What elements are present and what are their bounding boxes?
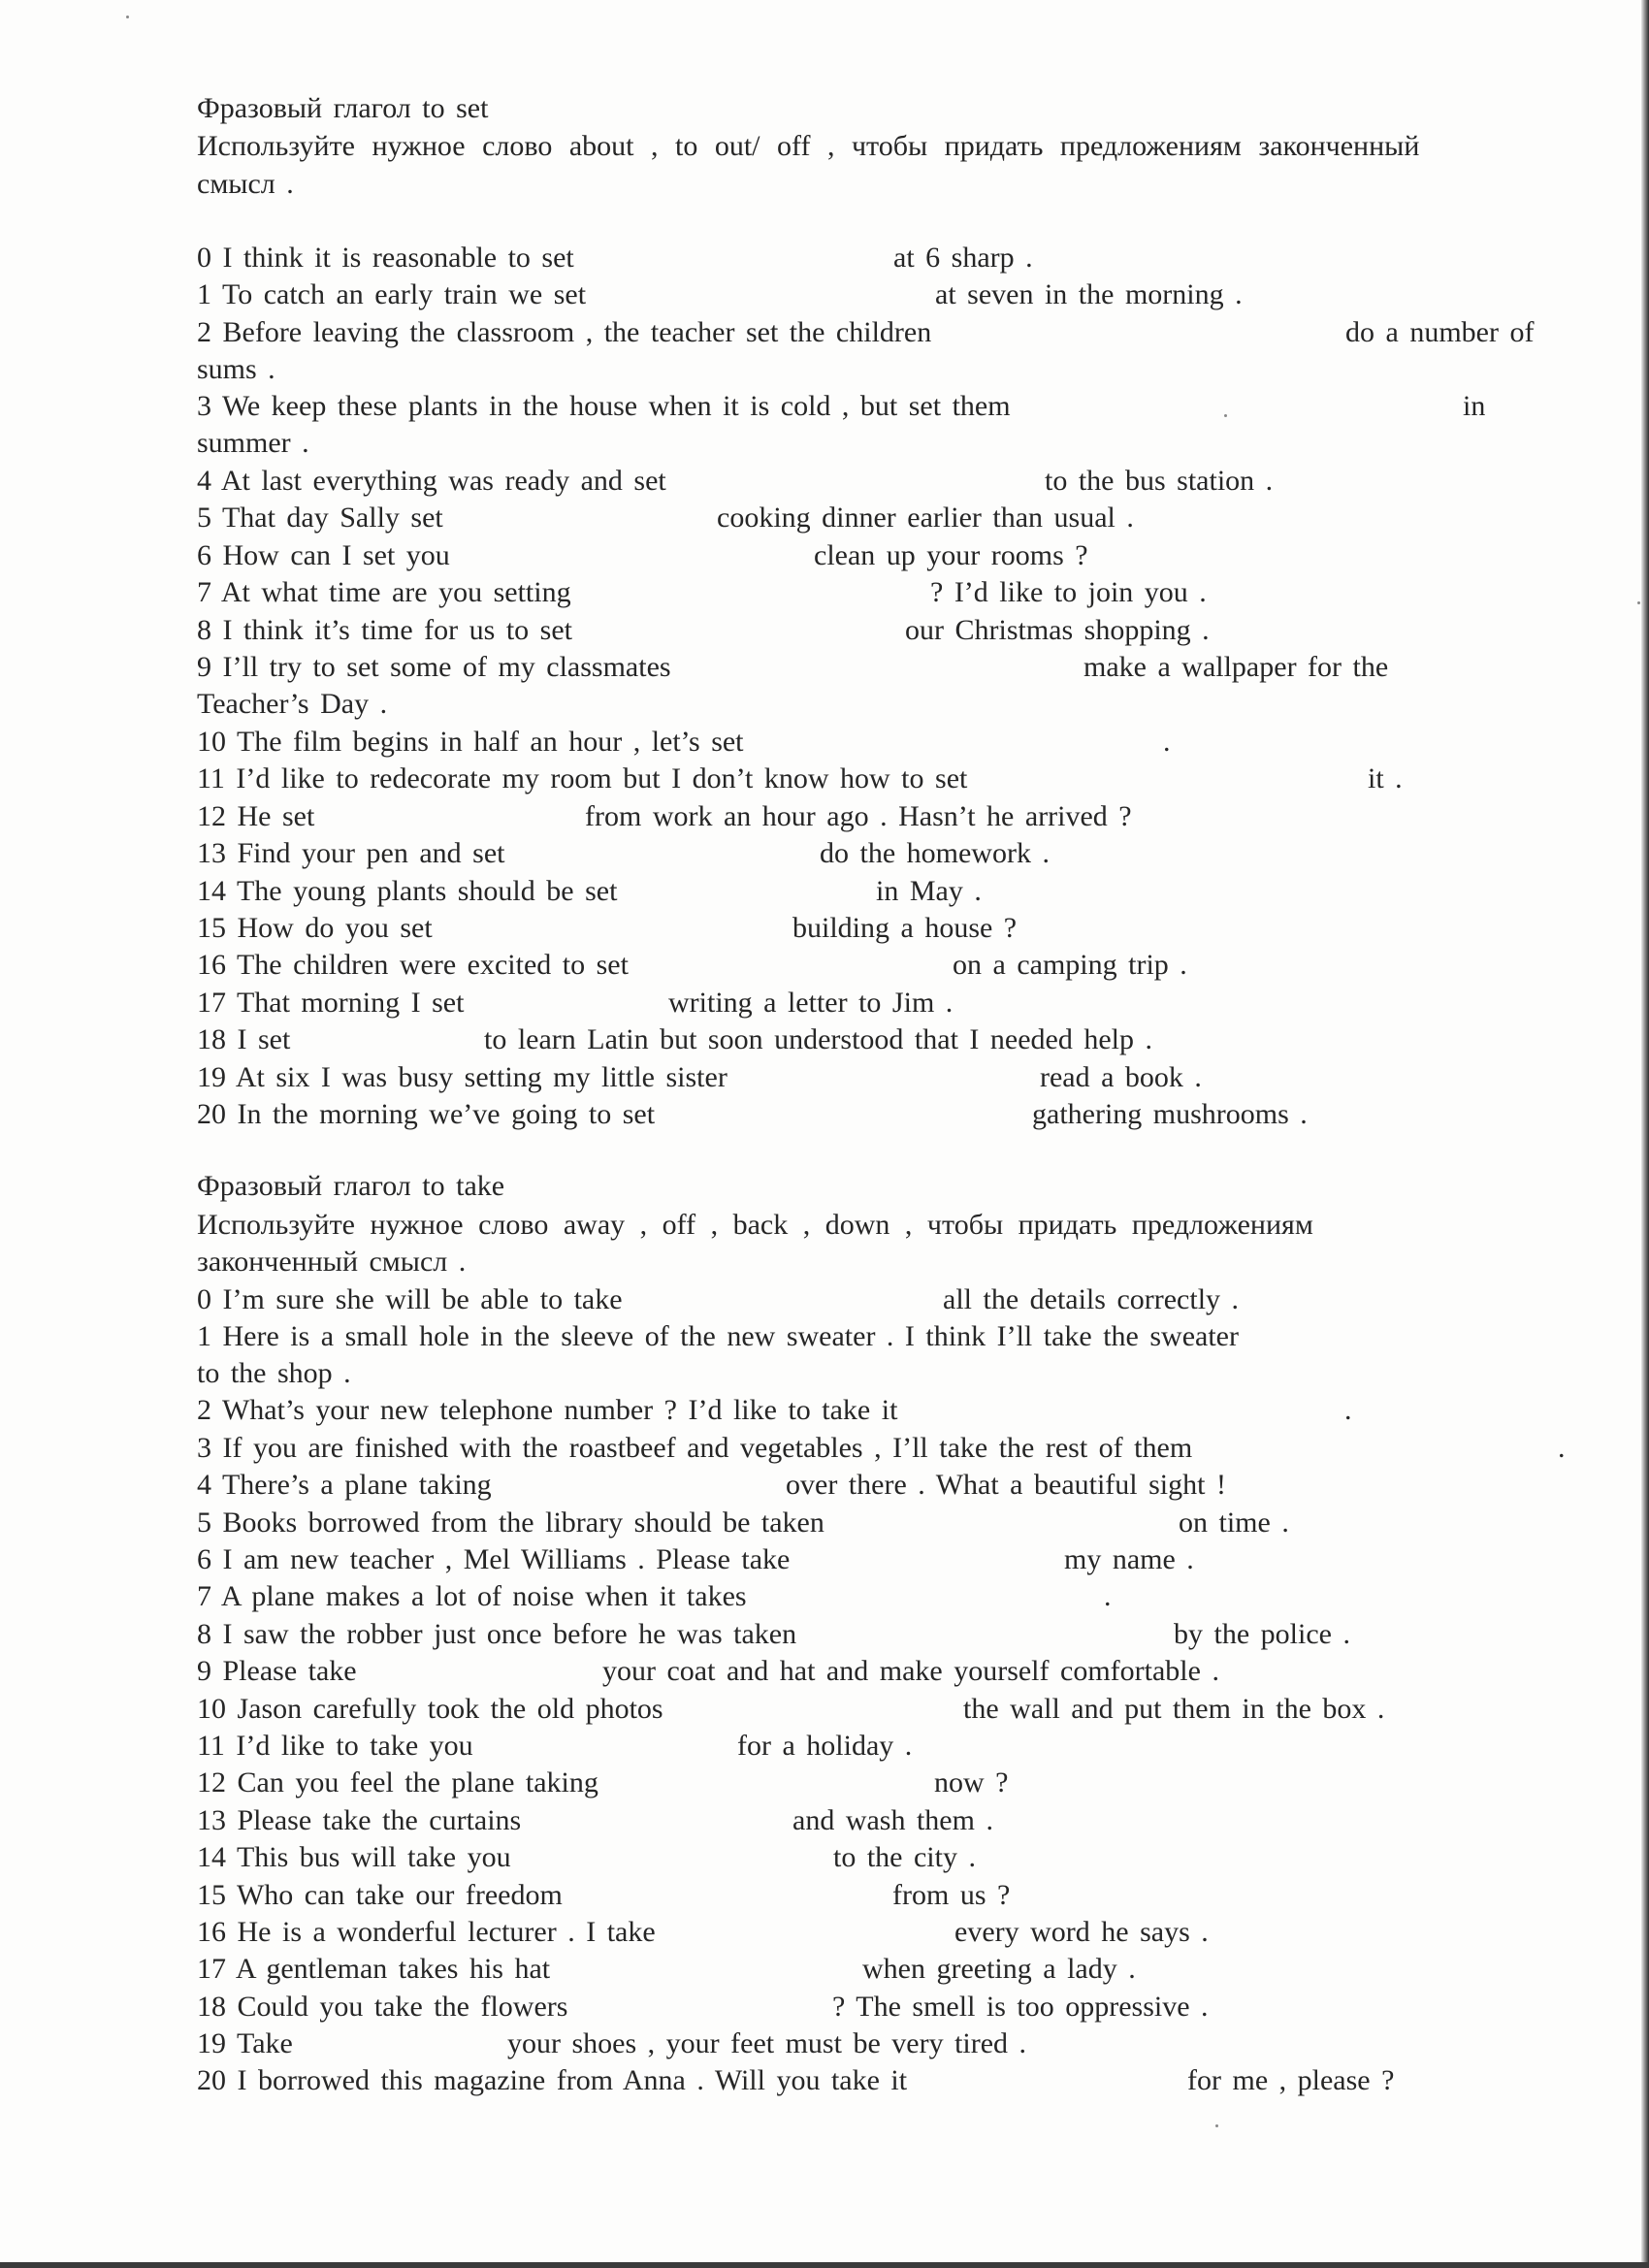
set-item-20-start: 20 In the morning we’ve going to set — [197, 1098, 656, 1130]
set-item-16-start: 16 The children were excited to set — [197, 949, 629, 981]
take-item-11-end: for a holiday . — [737, 1730, 913, 1762]
take-item-14-start: 14 This bus will take you — [197, 1841, 511, 1873]
set-item-18-end: to learn Latin but soon understood that I needed help . — [484, 1023, 1152, 1055]
take-item-2-end: . — [1344, 1394, 1352, 1426]
take-item-16-end: every word he says . — [954, 1916, 1209, 1948]
take-instruction-line1: Используйте нужное слово away , off , back , down , чтобы придать предложениям — [197, 1209, 1313, 1241]
set-item-0-end: at 6 sharp . — [893, 242, 1033, 274]
take-item-7-end: . — [1104, 1580, 1112, 1612]
set-item-6-start: 6 How can I set you — [197, 539, 450, 571]
set-item-0-start: 0 I think it is reasonable to set — [197, 242, 574, 274]
scan-speck — [1637, 601, 1640, 604]
set-item-10-start: 10 The film begins in half an hour , let’s set — [197, 726, 744, 758]
scan-speck — [126, 16, 129, 18]
set-item-15-start: 15 How do you set — [197, 912, 433, 944]
set-item-12-end: from work an hour ago . Hasn’t he arrived ? — [585, 800, 1132, 832]
set-item-5-start: 5 That day Sally set — [197, 502, 443, 534]
take-item-5-start: 5 Books borrowed from the library should be taken — [197, 1507, 824, 1539]
take-item-20-end: for me , please ? — [1187, 2064, 1395, 2096]
take-item-13-end: and wash them . — [792, 1804, 993, 1836]
set-item-18-start: 18 I set — [197, 1023, 291, 1055]
take-item-6-start: 6 I am new teacher , Mel Williams . Please take — [197, 1543, 791, 1575]
scan-edge-right — [1641, 0, 1649, 2268]
set-item-13-start: 13 Find your pen and set — [197, 837, 505, 869]
take-item-0-start: 0 I’m sure she will be able to take — [197, 1283, 623, 1315]
set-item-6-end: clean up your rooms ? — [814, 539, 1088, 571]
take-item-19-end: your shoes , your feet must be very tired . — [507, 2027, 1027, 2059]
set-item-7-start: 7 At what time are you setting — [197, 576, 571, 608]
take-item-3-start: 3 If you are finished with the roastbeef and vegetables , I’ll take the rest of them — [197, 1432, 1193, 1464]
set-item-4-end: to the bus station . — [1045, 465, 1274, 497]
set-item-2-end: do a number of — [1345, 316, 1535, 348]
set-item-3-start: 3 We keep these plants in the house when it is cold , but set them — [197, 390, 1011, 422]
set-item-15-end: building a house ? — [792, 912, 1018, 944]
set-item-1-start: 1 To catch an early train we set — [197, 278, 587, 310]
set-item-7-end: ? I’d like to join you . — [930, 576, 1207, 608]
set-item-9-end: make a wallpaper for the — [1083, 651, 1389, 683]
set-item-14-end: in May . — [876, 875, 982, 907]
take-item-1-start: 1 Here is a small hole in the sleeve of the new sweater . I think I’ll take the sweater — [197, 1320, 1239, 1352]
set-item-10-end: . — [1163, 726, 1171, 758]
set-item-14-start: 14 The young plants should be set — [197, 875, 618, 907]
take-item-15-end: from us ? — [892, 1879, 1011, 1911]
set-item-4-start: 4 At last everything was ready and set — [197, 465, 666, 497]
take-item-7-start: 7 A plane makes a lot of noise when it takes — [197, 1580, 747, 1612]
set-item-19-start: 19 At six I was busy setting my little sister — [197, 1061, 728, 1093]
set-item-17-start: 17 That morning I set — [197, 987, 465, 1019]
take-item-10-start: 10 Jason carefully took the old photos — [197, 1693, 663, 1725]
take-item-1-cont: to the shop . — [197, 1357, 351, 1389]
set-item-8-start: 8 I think it’s time for us to set — [197, 614, 572, 646]
take-item-10-end: the wall and put them in the box . — [963, 1693, 1385, 1725]
set-item-1-end: at seven in the morning . — [935, 278, 1243, 310]
take-item-18-end: ? The smell is too oppressive . — [832, 1991, 1209, 2023]
scan-edge-bottom — [0, 2262, 1649, 2268]
set-item-12-start: 12 He set — [197, 800, 315, 832]
take-item-11-start: 11 I’d like to take you — [197, 1730, 473, 1762]
take-item-8-start: 8 I saw the robber just once before he was taken — [197, 1618, 797, 1650]
set-item-11-start: 11 I’d like to redecorate my room but I don’t know how to set — [197, 762, 968, 794]
set-item-3-end: in — [1463, 390, 1486, 422]
set-item-9-cont: Teacher’s Day . — [197, 688, 388, 720]
take-item-4-end: over there . What a beautiful sight ! — [786, 1469, 1226, 1501]
set-item-13-end: do the homework . — [820, 837, 1050, 869]
take-item-2-start: 2 What’s your new telephone number ? I’d like to take it — [197, 1394, 898, 1426]
set-item-17-end: writing a letter to Jim . — [668, 987, 954, 1019]
scan-speck — [1224, 414, 1227, 417]
set-section-title: Фразовый глагол to set — [197, 92, 489, 124]
set-instruction-text: Используйте нужное слово about , to out/ off , чтобы придать предложениям законченный — [197, 130, 1420, 162]
take-item-5-end: on time . — [1179, 1507, 1289, 1539]
set-instruction-line1 — [197, 130, 1565, 163]
set-item-11-end: it . — [1368, 762, 1403, 794]
set-item-5-end: cooking dinner earlier than usual . — [717, 502, 1134, 534]
set-item-16-end: on a camping trip . — [953, 949, 1187, 981]
take-item-20-start: 20 I borrowed this magazine from Anna . Will you take it — [197, 2064, 908, 2096]
take-item-9-start: 9 Please take — [197, 1655, 357, 1687]
set-item-9-start: 9 I’ll try to set some of my classmates — [197, 651, 671, 683]
take-instruction-line2: законченный смысл . — [197, 1246, 467, 1278]
set-item-2-start: 2 Before leaving the classroom , the teacher set the children — [197, 316, 932, 348]
take-item-12-start: 12 Can you feel the plane taking — [197, 1766, 598, 1798]
take-item-9-end: your coat and hat and make yourself comfortable . — [602, 1655, 1219, 1687]
take-item-14-end: to the city . — [833, 1841, 976, 1873]
set-instruction-line2: смысл . — [197, 168, 294, 200]
take-item-19-start: 19 Take — [197, 2027, 293, 2059]
take-item-3-end: . — [1558, 1432, 1566, 1464]
take-section-title: Фразовый глагол to take — [197, 1170, 505, 1202]
take-item-13-start: 13 Please take the curtains — [197, 1804, 522, 1836]
take-item-4-start: 4 There’s a plane taking — [197, 1469, 492, 1501]
set-item-19-end: read a book . — [1040, 1061, 1202, 1093]
set-item-2-cont: sums . — [197, 353, 275, 385]
scan-speck — [1215, 2124, 1218, 2127]
take-item-6-end: my name . — [1064, 1543, 1194, 1575]
take-item-0-end: all the details correctly . — [943, 1283, 1240, 1315]
take-item-15-start: 15 Who can take our freedom — [197, 1879, 563, 1911]
take-item-16-start: 16 He is a wonderful lecturer . I take — [197, 1916, 656, 1948]
take-item-8-end: by the police . — [1174, 1618, 1350, 1650]
take-item-17-start: 17 A gentleman takes his hat — [197, 1953, 551, 1985]
take-item-17-end: when greeting a lady . — [862, 1953, 1136, 1985]
set-item-3-cont: summer . — [197, 427, 309, 459]
set-item-20-end: gathering mushrooms . — [1032, 1098, 1308, 1130]
take-item-18-start: 18 Could you take the flowers — [197, 1991, 568, 2023]
set-item-8-end: our Christmas shopping . — [905, 614, 1210, 646]
take-item-12-end: now ? — [934, 1766, 1009, 1798]
